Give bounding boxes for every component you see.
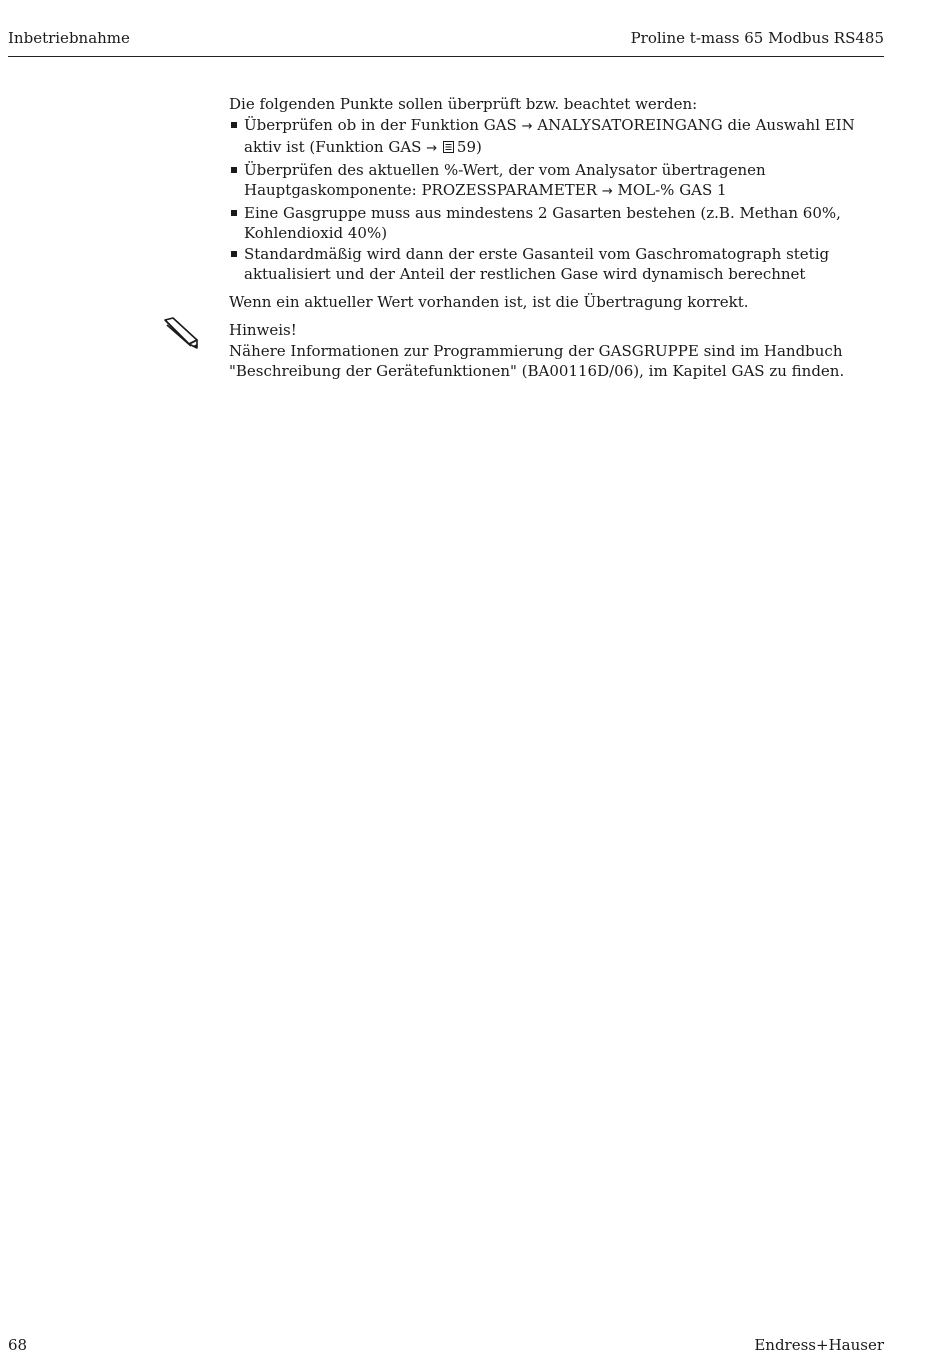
list-item-text: Überprüfen ob in der Funktion GAS (244, 115, 522, 134)
product-title: Proline t-mass 65 Modbus RS485 (630, 29, 884, 47)
section-title: Inbetriebnahme (8, 29, 130, 47)
pencil-note-icon (159, 316, 203, 356)
page-number: 68 (8, 1336, 28, 1354)
result-text: Wenn ein aktueller Wert vorhanden ist, ist die Übertragung korrekt. (229, 292, 749, 311)
list-item-text: MOL-% GAS 1 (612, 181, 727, 199)
list-item-text: Überprüfen des aktuellen %-Wert, der vom Analysator übertragenen Hauptgaskomponente: PROZESSPARAMETER (244, 160, 766, 199)
arrow-right-icon: → (601, 184, 613, 199)
square-bullet-icon (231, 122, 237, 128)
page-reference: 59) (456, 138, 482, 156)
list-item-text: ANALYSATOREINGANG die Auswahl EIN aktiv ist (Funktion GAS (244, 115, 855, 156)
page-reference-icon (443, 141, 454, 153)
arrow-right-icon: → (426, 141, 438, 156)
square-bullet-icon (231, 167, 237, 173)
list-item-text: Standardmäßig wird dann der erste Gasanteil vom Gaschromatograph stetig aktualisiert und der Anteil der restlichen Gase wird dynamisch berechnet (244, 244, 830, 283)
square-bullet-icon (231, 210, 237, 216)
list-item (229, 203, 884, 244)
list-item (229, 115, 884, 160)
square-bullet-icon (231, 251, 237, 257)
company-name: Endress+Hauser (754, 1336, 884, 1354)
check-list (229, 115, 884, 285)
note-text: Nähere Informationen zur Programmierung der GASGRUPPE sind im Handbuch "Beschreibung der Gerätefunktionen" (BA00116D/06), im Kapitel GAS zu finden. (229, 341, 845, 380)
list-item (229, 244, 884, 285)
main-content (229, 94, 884, 382)
note-box (229, 320, 884, 382)
note-title: Hinweis! (229, 321, 297, 339)
page-footer (8, 1335, 884, 1355)
arrow-right-icon: → (521, 118, 533, 134)
page-header (8, 28, 884, 57)
list-item (229, 160, 884, 203)
intro-text: Die folgenden Punkte sollen überprüft bzw. beachtet werden: (229, 95, 698, 113)
list-item-text: Eine Gasgruppe muss aus mindestens 2 Gasarten bestehen (z.B. Methan 60%, Kohlendioxid 40%) (244, 203, 841, 242)
